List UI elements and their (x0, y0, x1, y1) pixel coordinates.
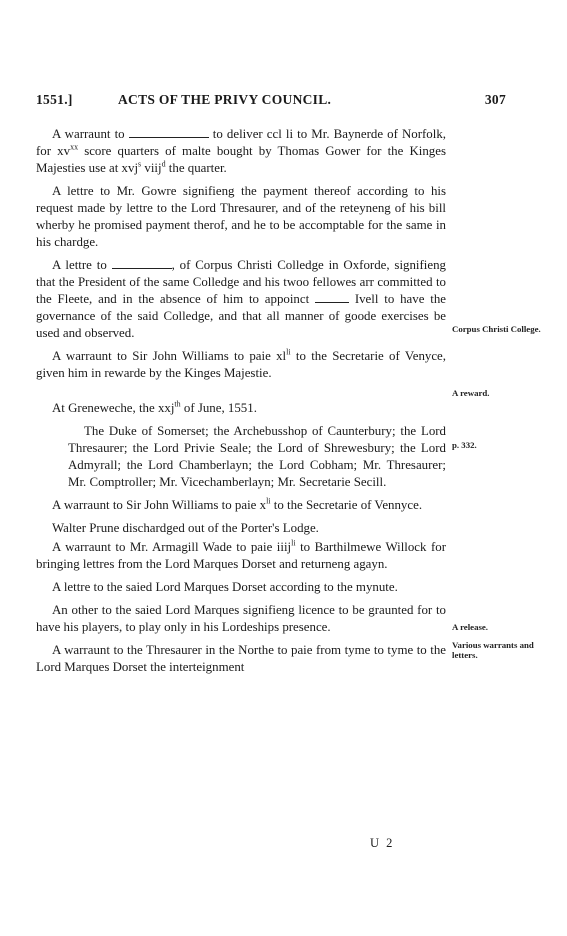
header-title: ACTS OF THE PRIVY COUNCIL. (118, 92, 332, 107)
paragraph-5: A warraunt to Sir John Williams to paie $x^{li}$ to the Secretarie of Vennyce. (52, 496, 423, 512)
paragraph-3: A lettre to , of Corpus Christi Colledge in Oxforde, signifieng that the President of the same Colledge and his twoo fellowes arr committed to the Fleete, and in the absence of him to appoinct Ivell to have the governance of the said Colledge, and that all manner of goode exercises be used and observed. (36, 258, 446, 340)
paragraph-6: Walter Prune dischardged out of the Porter's Lodge. (52, 521, 319, 535)
meeting-heading: At Greneweche, the xxj$^{th}$ of June, 1551. (52, 399, 257, 415)
attendance-list: The Duke of Somerset; the Archebusshop of Caunterbury; the Lord Thresaurer; the Lord Privie Seale; the Lord of Shrewesbury; the Lord Admyrall; the Lord Chamberlayn; the Lord Cobham; Mr. Thresaurer; Mr. Comptroller; Mr. Vicechamberlayn; Mr. Secretarie Secill. (68, 424, 446, 489)
paragraph-8: A lettre to the saied Lord Marques Dorset according to the mynute. (52, 580, 398, 594)
blank-line (315, 293, 349, 303)
header-year: 1551.] (36, 92, 73, 107)
paragraph-10: A warraunt to the Thresaurer in the Northe to paie from tyme to tyme to the Lord Marques Dorset the interteignment (36, 643, 446, 674)
paragraph-2: A lettre to Mr. Gowre signifieng the payment thereof according to his request made by lettre to the Lord Thresaurer, and of the reteyneng of his bill wherby he promised payment therof, and he to be accomptable for the same in his chardge. (36, 184, 446, 249)
margin-note-page-ref: p. 332. (452, 440, 477, 450)
signature-mark: U 2 (370, 836, 395, 850)
header-page-number: 307 (484, 92, 506, 107)
paragraph-9: An other to the saied Lord Marques signifieng licence to be graunted for to have his players, to play only in his Lordeships presence. (36, 603, 446, 634)
blank-line (112, 259, 172, 269)
body-text (36, 126, 446, 682)
margin-note-corpus: Corpus Christi College. (452, 324, 541, 334)
margin-note-various: Various warrants and letters. (452, 640, 534, 660)
margin-note-release: A release. (452, 622, 488, 632)
paragraph-1: A warraunt to to deliver ccl li to Mr. Baynerde of Norfolk, for $xv^{xx}$ score quarters of malte bought by Thomas Gower for the Kinges Majesties use at xvj$^s$ viij$^d$ the quarter. (36, 127, 446, 175)
margin-note-reward: A reward. (452, 388, 490, 398)
paragraph-4: A warraunt to Sir John Williams to paie $xl^{li}$ to the Secretarie of Venyce, given him in rewarde by the Kinges Majestie. (36, 347, 446, 380)
paragraph-7: A warraunt to Mr. Armagill Wade to paie iiij$^{li}$ to Barthilmewe Willock for bringing lettres from the Lord Marques Dorset and returneng agayn. (36, 538, 447, 571)
blank-line (129, 128, 209, 138)
